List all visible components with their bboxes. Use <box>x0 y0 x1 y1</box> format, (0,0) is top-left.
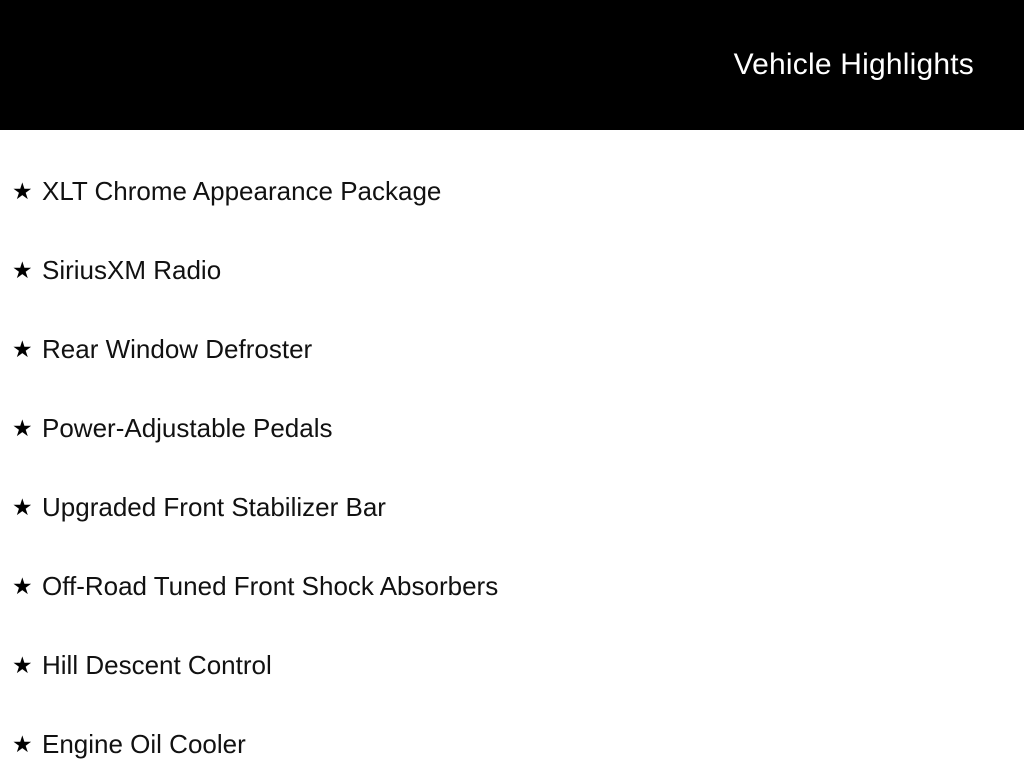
list-item-label: Off-Road Tuned Front Shock Absorbers <box>42 571 499 602</box>
list-item <box>0 547 1024 626</box>
vehicle-highlights-list <box>0 130 1024 768</box>
star-icon: ★ <box>12 573 33 599</box>
list-item <box>0 468 1024 547</box>
list-item <box>0 152 1024 231</box>
star-icon: ★ <box>12 178 33 204</box>
list-item <box>0 231 1024 310</box>
page-title: Vehicle Highlights <box>733 48 974 81</box>
list-item-label: Hill Descent Control <box>42 650 272 681</box>
star-icon: ★ <box>12 494 33 520</box>
list-item-label: Engine Oil Cooler <box>42 729 246 760</box>
star-icon: ★ <box>12 336 33 362</box>
list-item-label: XLT Chrome Appearance Package <box>42 176 442 207</box>
list-item <box>0 389 1024 468</box>
star-icon: ★ <box>12 731 33 757</box>
star-icon: ★ <box>12 652 33 678</box>
list-item <box>0 626 1024 705</box>
list-item <box>0 310 1024 389</box>
list-item-label: Upgraded Front Stabilizer Bar <box>42 492 386 523</box>
list-item-label: SiriusXM Radio <box>42 255 222 286</box>
page-header <box>0 0 1024 130</box>
list-item-label: Rear Window Defroster <box>42 334 313 365</box>
star-icon: ★ <box>12 257 33 283</box>
list-item <box>0 705 1024 768</box>
star-icon: ★ <box>12 415 33 441</box>
list-item-label: Power-Adjustable Pedals <box>42 413 333 444</box>
